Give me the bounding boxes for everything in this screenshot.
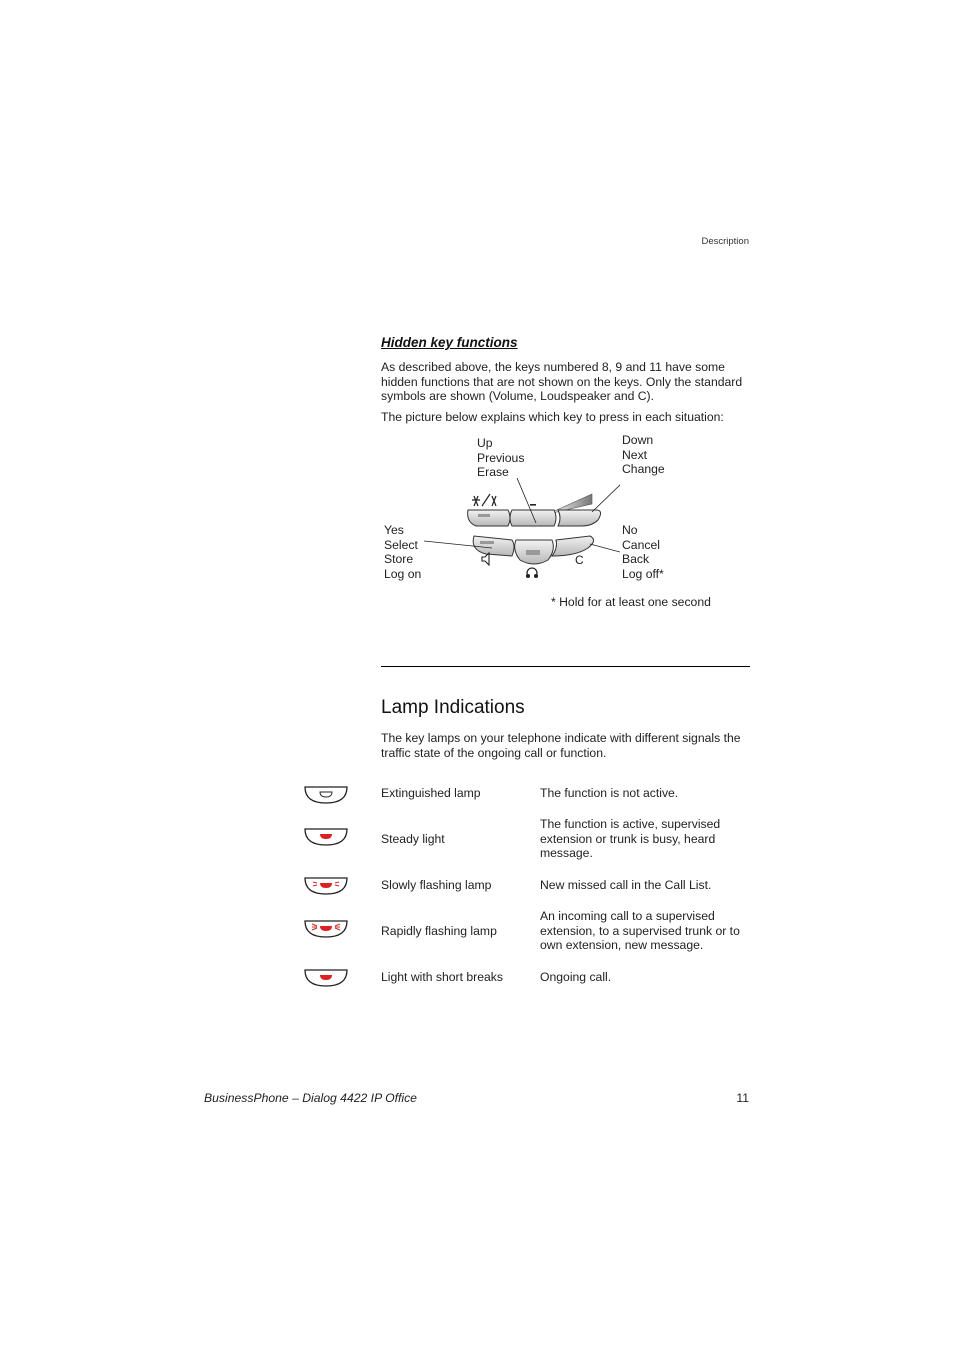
label-up: Up (477, 436, 493, 450)
lamp-description: Ongoing call. (540, 970, 612, 984)
label-yes: Yes (384, 523, 404, 537)
label-log-off: Log off* (622, 566, 664, 581)
lamp-name: Steady light (381, 832, 445, 846)
lamp-row-short-breaks (300, 966, 760, 990)
leader-down (592, 483, 620, 512)
left-top-key (468, 510, 510, 526)
leader-no (590, 544, 620, 552)
page-number: 11 (736, 1091, 749, 1105)
lamp-extinguished-icon (303, 785, 349, 805)
down-key (558, 510, 601, 526)
lamp-short-breaks-icon (303, 968, 349, 988)
hidden-key-functions-heading: Hidden key functions (381, 335, 518, 350)
label-erase: Erase (477, 465, 509, 479)
lamp-slow-flash-icon (303, 876, 349, 896)
lamp-row-slow-flash (300, 874, 760, 898)
up-key (510, 510, 556, 526)
hidden-keys-intro: As described above, the keys numbered 8, 9 and 11 have some hidden functions that are not shown on the keys. Only the standard symbols are shown (Volume, Loudspeaker and C). (381, 360, 743, 403)
footer-product-title: BusinessPhone – Dialog 4422 IP Office (204, 1091, 417, 1105)
label-up-group (477, 436, 524, 480)
label-change: Change (622, 462, 665, 476)
label-previous: Previous (477, 450, 525, 465)
yes-key (473, 536, 514, 556)
section-header: Description (701, 236, 749, 247)
section-divider (381, 666, 750, 667)
lamp-rapid-flash-icon (303, 919, 349, 939)
label-back: Back (622, 552, 650, 566)
lamp-steady-icon (303, 827, 349, 847)
minus-symbol-icon (530, 504, 536, 506)
lamp-row-extinguished (300, 782, 760, 806)
keypad-diagram (420, 478, 620, 588)
label-down: Down (622, 433, 654, 447)
label-log-on: Log on (384, 566, 422, 581)
lamp-name: Light with short breaks (381, 970, 503, 984)
lamp-description: New missed call in the Call List. (540, 878, 712, 892)
lamp-description: The function is active, supervised extension or trunk is busy, heard message. (540, 817, 721, 860)
label-cancel: Cancel (622, 537, 660, 552)
label-yes-group (384, 523, 421, 581)
lamp-row-steady (300, 814, 760, 862)
lamp-description: The function is not active. (540, 786, 679, 800)
mute-transfer-icon (472, 494, 496, 506)
label-down-group (622, 433, 665, 477)
picture-note: The picture below explains which key to press in each situation: (381, 410, 724, 424)
headset-icon (527, 568, 538, 577)
loudspeaker-icon (482, 553, 489, 565)
lamp-name: Extinguished lamp (381, 786, 481, 800)
no-key (552, 536, 594, 556)
label-select: Select (384, 537, 418, 552)
hold-footnote: * Hold for at least one second (551, 595, 711, 609)
lamp-name: Rapidly flashing lamp (381, 924, 497, 938)
label-no-group (622, 523, 664, 581)
label-next: Next (622, 447, 648, 462)
lamp-name: Slowly flashing lamp (381, 878, 492, 892)
c-key-label: C (575, 553, 584, 567)
lamp-row-rapid-flash (300, 906, 760, 954)
lamp-indications-intro: The key lamps on your telephone indicate with different signals the traffic state of the ongoing call or function. (381, 731, 741, 760)
label-no: No (622, 523, 638, 537)
label-store: Store (384, 552, 414, 566)
lamp-indications-heading: Lamp Indications (381, 697, 525, 718)
lamp-description: An incoming call to a supervised extension, to a supervised trunk or to own extension, new message. (540, 909, 740, 952)
